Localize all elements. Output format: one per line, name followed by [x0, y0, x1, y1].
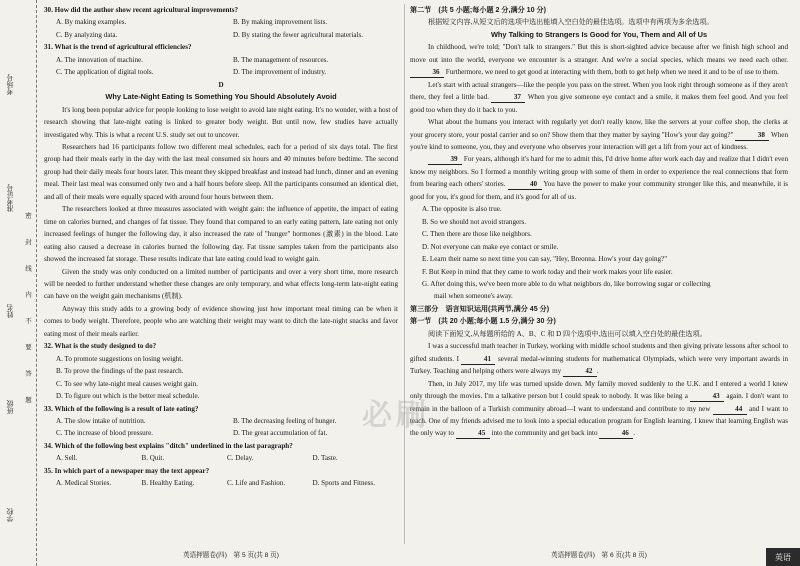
- option[interactable]: B. The management of resources.: [233, 55, 329, 64]
- question-31-options: [44, 54, 398, 66]
- option[interactable]: D. To figure out which is the better meal schedule.: [56, 392, 200, 401]
- paragraph: Researchers had 16 participants follow two different meal schedules, each for a period of six days total. The first group had their meals early in the day with the last meal consumed six hours and 40 minutes before bedtime. The second group had their daily meals four hours later. This meant they skipped breakfast and instead had lunch, dinner and an evening meal. Their last meal was consumed only two and a half hours before sleep. All the participants consumed an identical diet, and all of their meals were equally spaced with around four hours between them.: [44, 142, 398, 201]
- blank-39[interactable]: 39: [428, 154, 462, 165]
- question-33-options: [44, 427, 398, 439]
- question-30: 30. How did the author show recent agricultural improvements?: [44, 6, 239, 14]
- watermark: 必刷: [362, 399, 430, 432]
- option[interactable]: C. The increase of blood pressure.: [56, 429, 153, 438]
- option[interactable]: B. The decreasing feeling of hunger.: [233, 416, 337, 425]
- school-label: 学校: [7, 508, 14, 522]
- option[interactable]: F. But Keep in mind that they came to work today and their work makes your life easier.: [422, 267, 673, 276]
- page-footer-left: 英语押题卷(四) 第 5 页(共 8 页): [183, 552, 279, 559]
- right-column: [410, 4, 788, 440]
- option-continuation: mail when someone's away.: [434, 292, 513, 301]
- left-column: [44, 4, 398, 490]
- paragraph: The researchers looked at three measures associated with weight gain: the influence of appetite, the impact of eating time on calories burned, and changes of fat tissue. They found that compared to an early eating pattern, late eating not only increased feelings of hunger the following day, it also increased the rate of "hunger" hormones (激素) in the blood. Late eating also caused a decrease in calories burned the following day. Fat tissue samples taken from the participants also showed the increased fat storage. These results indicate that late eating could lead to weight gain.: [44, 205, 398, 264]
- section-heading: 第二节 (共 5 小题;每小题 2 分,满分 10 分): [410, 6, 546, 14]
- seal-line-text: 密 封 线 内 不 要 答 题: [24, 212, 31, 412]
- paragraph: 39 For years, although it's hard for me to admit this, I'd drive home after work each day and realize that I didn't even know my neighbors. So I formed a monthly writing group with some of them in order to experience the real connections that form from bearing each others' stories. 40 You have the power to make your community stronger like this, and meanwhile, it is good for you, it's good for them, and it's good for all of us.: [410, 155, 789, 201]
- option[interactable]: A. Sell.: [56, 454, 78, 463]
- option[interactable]: C. To see why late-night meal causes weight gain.: [56, 379, 198, 388]
- question-34-options: [44, 452, 398, 464]
- page-footer-right: 英语押题卷(四) 第 6 页(共 8 页): [551, 552, 647, 559]
- blank-44[interactable]: 44: [713, 404, 747, 415]
- blank-38[interactable]: 38: [735, 130, 769, 141]
- option[interactable]: D. The improvement of industry.: [233, 68, 327, 77]
- question-35: 35. In which part of a newspaper may the text appear?: [44, 466, 210, 475]
- part-heading: 第三部分 语言知识运用(共两节,满分 45 分): [410, 304, 550, 313]
- section-letter: D: [218, 80, 224, 89]
- question-31-options: [44, 66, 398, 78]
- blank-37[interactable]: 37: [491, 92, 525, 103]
- blank-42[interactable]: 42: [563, 366, 597, 377]
- ticket-no-label: 准考证号: [7, 184, 14, 212]
- option[interactable]: C. The application of digital tools.: [56, 68, 154, 77]
- paragraph: In childhood, we're told; "Don't talk to strangers." But this is short-sighted advice because after we finish high school and move out into the world, everyone we encounter is a stranger. And we're a social species, which means we need each other. 36 Furthermore, we need to get good at interacting with them, both to get help when we need it and to be of use to them.: [410, 43, 788, 77]
- question-34: 34. Which of the following best explains "ditch" underlined in the last paragraph?: [44, 441, 293, 450]
- paragraph: Let's start with actual strangers—like the people you pass on the street. When you look right through someone as if they aren't there, they feel a little bad. 37 When you give someone eye contact and a smile, it makes them feel good. And you feel good too when they do it back to you.: [410, 80, 788, 114]
- blank-40[interactable]: 40: [508, 179, 542, 190]
- section-instruction: 根据短文内容,从短文后的选项中选出能填入空白处的最佳选项。选项中有两项为多余选项。: [428, 18, 714, 27]
- subject-tab: 英语: [766, 548, 800, 566]
- option[interactable]: A. Medical Stories.: [56, 479, 112, 488]
- option[interactable]: A. The opposite is also true.: [422, 205, 502, 214]
- column-divider: [404, 4, 405, 544]
- option[interactable]: D. Not everyone can make eye contact or smile.: [422, 242, 559, 251]
- question-31: 31. What is the trend of agricultural efficiencies?: [44, 43, 192, 52]
- blank-46[interactable]: 46: [599, 428, 633, 439]
- question-30-options: [44, 29, 398, 41]
- option[interactable]: B. So we should not avoid strangers.: [422, 217, 527, 226]
- section-instruction: 阅读下面短文,从每题所给的 A、B、C 和 D 四个选项中,选出可以填入空白处的最佳选项。: [428, 329, 707, 338]
- option[interactable]: C. Delay.: [227, 454, 254, 463]
- option[interactable]: C. Then there are those like neighbors.: [422, 230, 532, 239]
- class-label: 班级: [7, 400, 14, 414]
- question-30-options: [44, 16, 398, 28]
- option[interactable]: D. Taste.: [312, 454, 338, 463]
- option[interactable]: C. By analyzing data.: [56, 30, 118, 39]
- option[interactable]: A. The innovation of machine.: [56, 55, 143, 64]
- exam-no-label: 考场号: [7, 74, 14, 95]
- paragraph: Given the study was only conducted on a limited number of participants and over a very short time, more research will be needed to further understand whether these changes are only temporary, and what effects long-term late-night eating can have on the weight gain mechanisms (机制).: [44, 267, 398, 301]
- blank-41[interactable]: 41: [461, 354, 495, 365]
- paragraph: I was a successful math teacher in Turkey, working with middle school students and then giving private lessons after school to gifted students. I 41 several medal-winning students for mathematical Olympiads, which were very important awards in Turkey. Teaching and helping others were always my 42 .: [410, 342, 788, 376]
- option[interactable]: B. Healthy Eating.: [141, 479, 195, 488]
- option[interactable]: D. By stating the fewer agricultural materials.: [233, 30, 364, 39]
- question-33: 33. Which of the following is a result of late eating?: [44, 404, 199, 413]
- option[interactable]: B. By making improvement lists.: [233, 18, 328, 27]
- name-label: 姓名: [7, 304, 14, 318]
- option[interactable]: D. The great accumulation of fat.: [233, 429, 328, 438]
- option[interactable]: A. The slow intake of nutrition.: [56, 416, 146, 425]
- question-33-options: [44, 415, 398, 427]
- option[interactable]: B. To prove the findings of the past research.: [56, 367, 184, 376]
- question-32: 32. What is the study designed to do?: [44, 342, 157, 351]
- blank-45[interactable]: 45: [456, 428, 490, 439]
- option[interactable]: G. After doing this, we've been more able to do what neighbors do, like borrowing sugar or collecting: [422, 279, 711, 288]
- option[interactable]: B. Quit.: [141, 454, 165, 463]
- paragraph: Then, in July 2017, my life was turned upside down. My family moved suddenly to the U.K. and I entered a world I knew only through the movies. I'm a talkative person but I could speak to nobody. It was like being a 43 again. I don't want to remain in the balloon of a Turkish community abroad—I want to understand and contribute to my new 44 and I want to teach. One of my friends advised me to look into a special education program for English learning. I knew that learning English was the only way to 45 into the community and get back into 46 .: [410, 379, 789, 438]
- question-35-options: [44, 477, 398, 489]
- passage-title: Why Late-Night Eating Is Something You Should Absolutely Avoid: [105, 92, 337, 102]
- blank-43[interactable]: 43: [690, 391, 724, 402]
- passage-title: Why Talking to Strangers Is Good for You, Them and All of Us: [490, 29, 708, 39]
- option[interactable]: A. To promote suggestions on losing weight.: [56, 354, 184, 363]
- option[interactable]: A. By making examples.: [56, 18, 127, 27]
- paragraph: What about the humans you interact with regularly yet don't really know, like the servers at your coffee shop, the clerks at your grocery store, your postal carrier and so on? Show them that they matter by saying "How's your day going?" 38 When you're kind to someone, you, they and everyone who observes your interaction will get a lift from your act of kindness.: [410, 118, 788, 151]
- binding-margin: [0, 0, 37, 566]
- option[interactable]: E. Learn their name so next time you can say, "Hey, Breonna. How's your day going?": [422, 255, 668, 264]
- paragraph: Anyway this study adds to a growing body of evidence showing just how important meal timing can be when it comes to body weight. Therefore, people who are watching their weight may want to ditch the late-night snacks and favor eating most of their meals earlier.: [44, 304, 398, 338]
- paragraph: It's long been popular advice for people looking to lose weight to avoid late night eating. It's no wonder, with a host of research showing that late-night eating is linked to greater body weight. But until now, few studies have actually investigated why. This is what a recent U.S. study set out to uncover.: [44, 105, 398, 139]
- blank-36[interactable]: 36: [410, 67, 444, 78]
- option[interactable]: D. Sports and Fitness.: [312, 479, 375, 488]
- section-heading: 第一节 (共 20 小题;每小题 1.5 分,满分 30 分): [410, 317, 556, 326]
- option[interactable]: C. Life and Fashion.: [227, 479, 286, 488]
